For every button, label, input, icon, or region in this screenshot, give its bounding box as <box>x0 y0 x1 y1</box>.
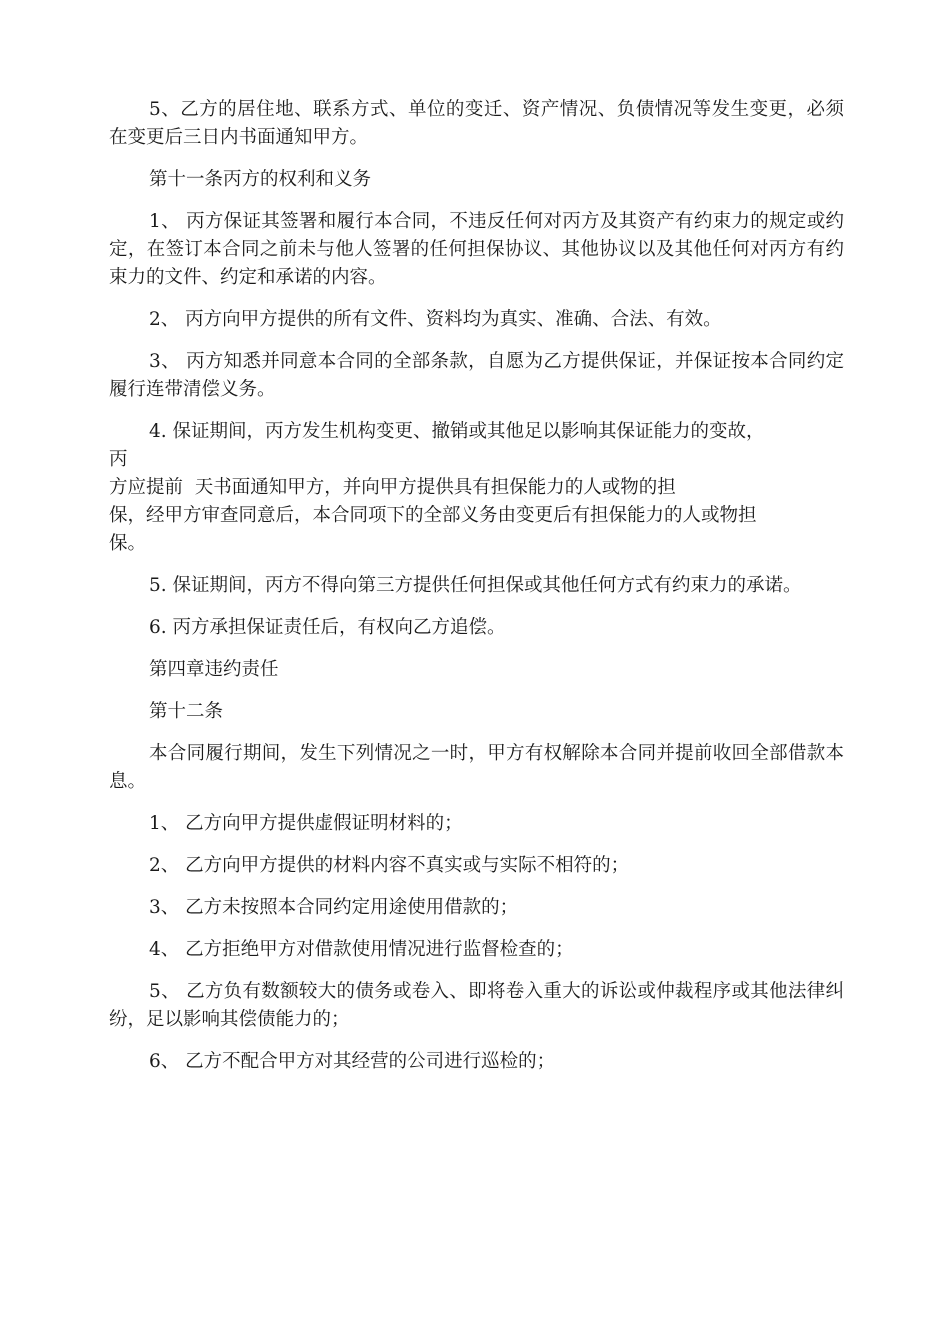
clause-item-3-consent: 3、 丙方知悉并同意本合同的全部条款，自愿为乙方提供保证，并保证按本合同约定履行连带清偿义务。 <box>109 351 844 400</box>
clause-item-4-guarantee-period <box>109 418 844 558</box>
breach-item-4: 4、 乙方拒绝甲方对借款使用情况进行监督检查的； <box>149 939 574 960</box>
article-11-heading: 第十一条丙方的权利和义务 <box>149 169 372 190</box>
clause-item-6-recourse: 6. 丙方承担保证责任后，有权向乙方追偿。 <box>149 617 506 638</box>
breach-item-1: 1、 乙方向甲方提供虚假证明材料的； <box>149 813 463 834</box>
breach-item-2: 2、 乙方向甲方提供的材料内容不真实或与实际不相符的； <box>149 855 630 876</box>
clause-item-2-documents: 2、 丙方向甲方提供的所有文件、资料均为真实、准确、合法、有效。 <box>149 309 722 330</box>
clause-item-5-residence-change: 5、乙方的居住地、联系方式、单位的变迁、资产情况、负债情况等发生变更，必须在变更后三日内书面通知甲方。 <box>109 99 844 148</box>
article-12-intro: 本合同履行期间，发生下列情况之一时，甲方有权解除本合同并提前收回全部借款本息。 <box>109 743 844 792</box>
breach-item-6: 6、 乙方不配合甲方对其经营的公司进行巡检的； <box>149 1051 556 1072</box>
clause-item-1-guarantee: 1、 丙方保证其签署和履行本合同，不违反任何对丙方及其资产有约束力的规定或约定，在签订本合同之前未与他人签署的任何担保协议、其他协议以及其他任何对丙方有约束力的文件、约定和承诺的内容。 <box>109 211 844 288</box>
clause-item-5-no-third-party: 5. 保证期间，丙方不得向第三方提供任何担保或其他任何方式有约束力的承诺。 <box>149 575 802 596</box>
breach-item-3: 3、 乙方未按照本合同约定用途使用借款的； <box>149 897 519 918</box>
breach-item-5: 5、 乙方负有数额较大的债务或卷入、即将卷入重大的诉讼或仲裁程序或其他法律纠纷，足以影响其偿债能力的； <box>109 981 844 1030</box>
article-12-heading: 第十二条 <box>149 701 224 722</box>
clause-item-4-line: 方应提前 天书面通知甲方，并向甲方提供具有担保能力的人或物的担 <box>109 477 676 498</box>
chapter-4-heading: 第四章违约责任 <box>149 659 279 680</box>
clause-item-4-line: 保，经甲方审查同意后，本合同项下的全部义务由变更后有担保能力的人或物担 <box>109 505 757 526</box>
clause-item-4-line: 4. 保证期间，丙方发生机构变更、撤销或其他足以影响其保证能力的变故， <box>149 421 765 442</box>
clause-item-4-line: 丙 <box>109 449 128 470</box>
clause-item-4-line: 保。 <box>109 533 147 554</box>
document-body <box>109 96 844 1090</box>
